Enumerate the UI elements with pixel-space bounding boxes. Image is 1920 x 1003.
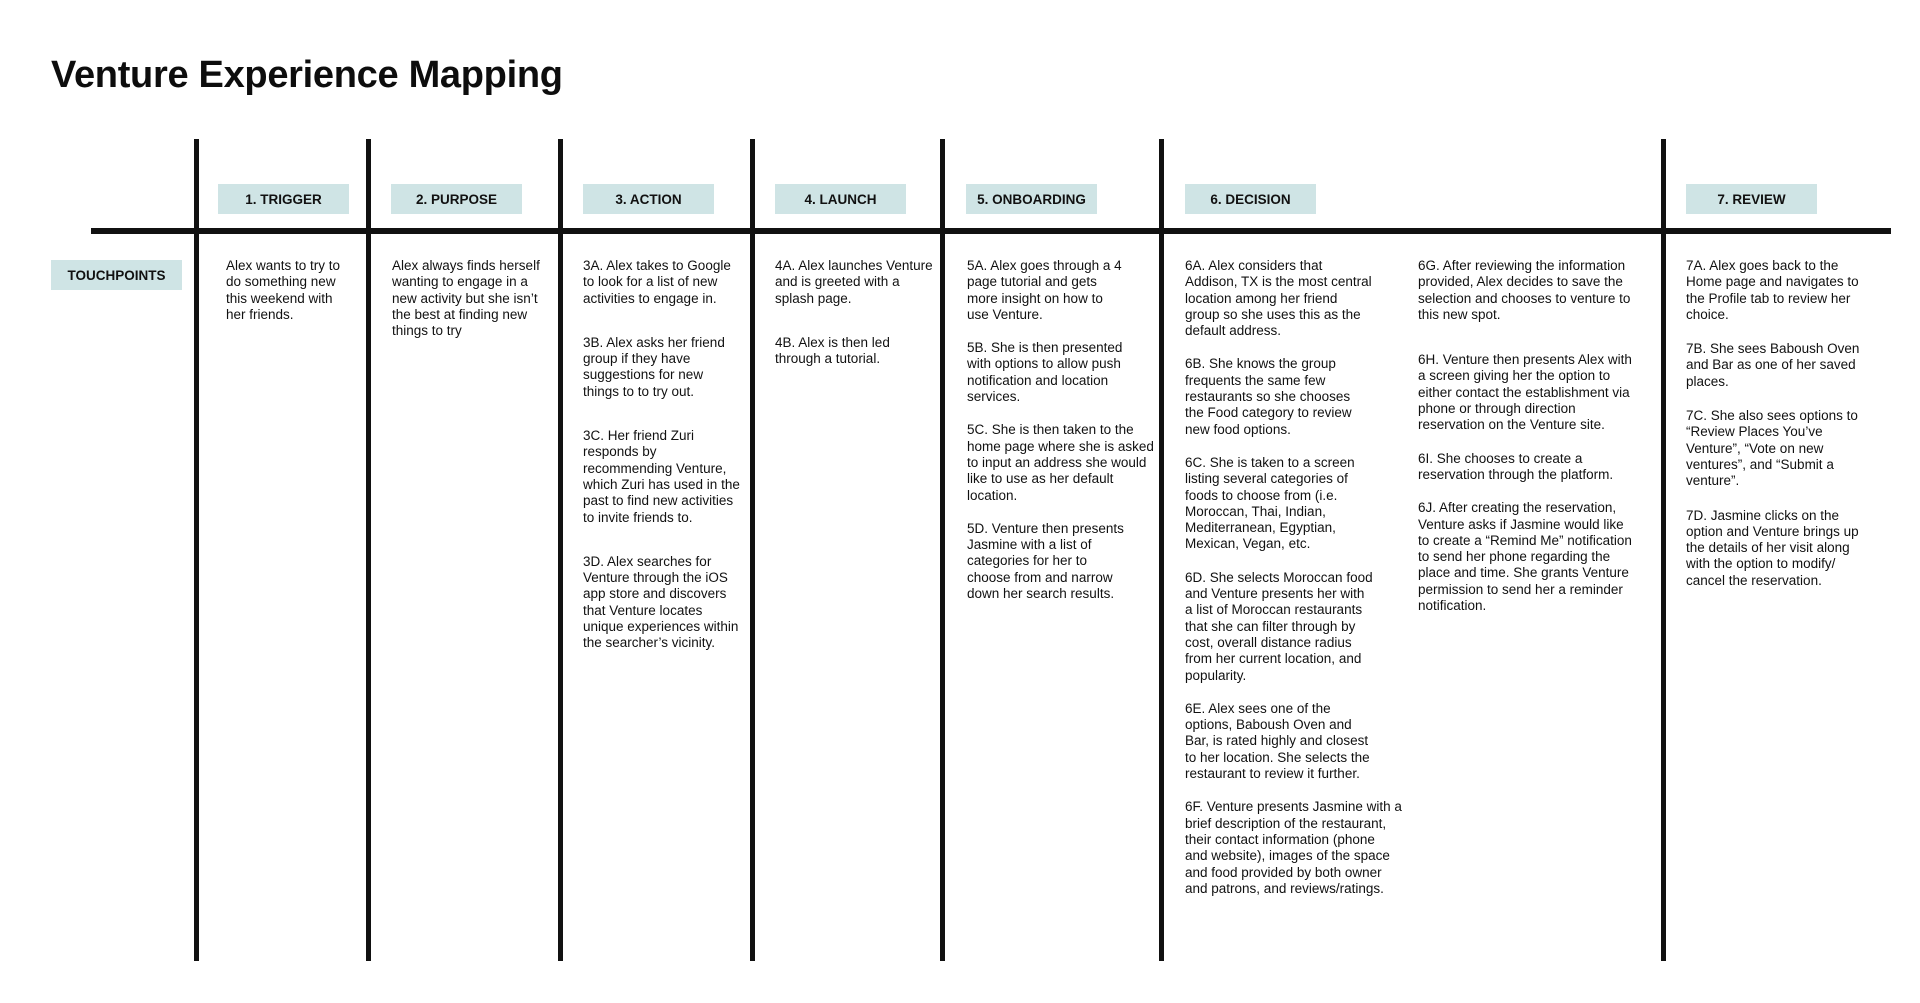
step-7c: 7C. She also sees options to “Review Places You’ve Venture”, “Vote on new ventures”, and “Submit a venture”. — [1686, 408, 1858, 489]
stage-tag-action: 3. ACTION — [583, 184, 714, 214]
step-6b: 6B. She knows the group frequents the same few restaurants so she chooses the Food category to review new food options. — [1185, 356, 1352, 437]
step-6i: 6I. She chooses to create a reservation through the platform. — [1418, 450, 1614, 482]
step-3d: 3D. Alex searches for Venture through the iOS app store and discovers that Venture locates unique experiences within the searcher’s vicinity. — [583, 553, 739, 651]
step-6j: 6J. After creating the reservation, Venture asks if Jasmine would like to create a “Remind Me” notification to send her phone regarding the place and time. She grants Venture permission to send her a reminder notification. — [1418, 500, 1632, 614]
stage-tag-trigger: 1. TRIGGER — [218, 184, 349, 214]
step-6f: 6F. Venture presents Jasmine with a brief description of the restaurant, their contact information (phone and website), images of the space and food provided by both owner and patrons, and reviews/ratings. — [1185, 799, 1402, 896]
column-divider — [194, 139, 199, 961]
stage-tag-review: 7. REVIEW — [1686, 184, 1817, 214]
column-divider — [366, 139, 371, 961]
step-6a: 6A. Alex considers that Addison, TX is the most central location among her friend group so she uses this as the default address. — [1185, 258, 1372, 339]
step-3c: 3C. Her friend Zuri responds by recommending Venture, which Zuri has used in the past to find new activities to invite friends to. — [583, 428, 740, 525]
step-3b: 3B. Alex asks her friend group if they have suggestions for new things to to try out. — [583, 334, 725, 399]
step-6h: 6H. Venture then presents Alex with a screen giving her the option to either contact the establishment via phone or through direction reservation on the Venture site. — [1418, 352, 1632, 433]
page-title: Venture Experience Mapping — [51, 54, 563, 96]
stage-tag-purpose: 2. PURPOSE — [391, 184, 522, 214]
step-text: Alex wants to try to do something new this weekend with her friends. — [226, 258, 341, 322]
step-5d: 5D. Venture then presents Jasmine with a list of categories for her to choose from and narrow down her search results. — [967, 520, 1124, 602]
column-divider — [1159, 139, 1164, 961]
step-5b: 5B. She is then presented with options to allow push notification and location services. — [967, 340, 1123, 405]
column-onboarding — [967, 258, 1159, 619]
column-purpose — [392, 258, 558, 356]
column-divider — [1661, 139, 1666, 961]
step-3a: 3A. Alex takes to Google to look for a list of new activities to engage in. — [583, 258, 731, 306]
step-5a: 5A. Alex goes through a 4 page tutorial and gets more insight on how to use Venture. — [967, 258, 1122, 322]
step-7a: 7A. Alex goes back to the Home page and navigates to the Profile tab to review her choice. — [1686, 258, 1859, 322]
step-4a: 4A. Alex launches Venture and is greeted with a splash page. — [775, 258, 933, 306]
step-5c: 5C. She is then taken to the home page where she is asked to input an address she would like to use as her default location. — [967, 422, 1154, 503]
stage-tag-decision: 6. DECISION — [1185, 184, 1316, 214]
stage-tag-onboarding: 5. ONBOARDING — [966, 184, 1097, 214]
header-divider-line — [91, 228, 1891, 234]
column-divider — [940, 139, 945, 961]
column-launch — [775, 258, 940, 384]
column-divider — [558, 139, 563, 961]
step-6d: 6D. She selects Moroccan food and Venture presents her with a list of Moroccan restaurants that she can filter through by cost, overall distance radius from her current location, and popularity. — [1185, 569, 1373, 683]
column-decision-left — [1185, 258, 1413, 914]
row-tag-touchpoints: TOUCHPOINTS — [51, 260, 182, 290]
step-6e: 6E. Alex sees one of the options, Baboush Oven and Bar, is rated highly and closest to her location. She selects the restaurant to review it further. — [1185, 700, 1370, 782]
step-4b: 4B. Alex is then led through a tutorial. — [775, 334, 890, 367]
column-review — [1686, 258, 1901, 606]
stage-tag-launch: 4. LAUNCH — [775, 184, 906, 214]
column-decision-right — [1418, 258, 1654, 631]
step-7b: 7B. She sees Baboush Oven and Bar as one of her saved places. — [1686, 341, 1860, 389]
step-7d: 7D. Jasmine clicks on the option and Venture brings up the details of her visit along with the option to modify/ cancel the reservation. — [1686, 507, 1859, 588]
step-text: Alex always finds herself wanting to engage in a new activity but she isn’t the best at finding new things to try — [392, 258, 540, 339]
step-6g: 6G. After reviewing the information provided, Alex decides to save the selection and chooses to venture to this new spot. — [1418, 258, 1631, 322]
step-6c: 6C. She is taken to a screen listing several categories of foods to choose from (i.e. Moroccan, Thai, Indian, Mediterranean, Egyptian, Mexican, Vegan, etc. — [1185, 454, 1355, 552]
column-action — [583, 258, 753, 669]
column-trigger — [226, 258, 366, 340]
